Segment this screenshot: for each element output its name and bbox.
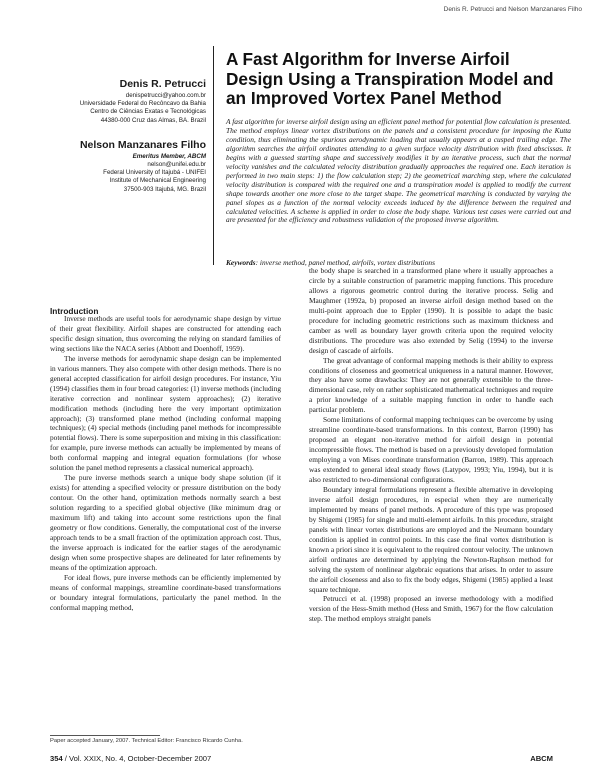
publisher-name: ABCM (530, 754, 553, 763)
author-department: Centro de Ciências Exatas e Tecnológicas (90, 108, 206, 116)
header-divider (213, 46, 214, 265)
author-name: Nelson Manzanares Filho (79, 138, 206, 151)
journal-issue: / Vol. XXIX, No. 4, October-December 2007 (62, 754, 212, 763)
author-role: Emeritus Member, ABCM (132, 152, 206, 160)
footnote: Paper accepted January, 2007. Technical Editor: Francisco Ricardo Cunha. (50, 738, 243, 744)
paragraph: the body shape is searched in a transformed plane where it usually approaches a circle by a suitable construction of parametric mapping functions. This procedure allows a rigorous geometric control during the iterative process. Selig and Maughmer (1992a, b) proposed an inverse airfoil design method based on the multi-point approach due to Eppler (1990). It is possible to adapt the basic procedure for including geometric restrictions such as maximum thickness and camber as well as boundary layer growth criteria upon the required velocity distributions. The procedure was also extended by Selig (1994) to the inverse design of cascade of airfoils. (309, 266, 553, 355)
paragraph: Boundary integral formulations represent a flexible alternative in developing inverse airfoil design procedures, in especial when they are numerically implemented by means of panel methods. A procedure of this type was proposed by Shigemi (1985) for single and multi-element airfoils. In this procedure, straight panels with linear vortex distributions are employed and the Neumann boundary condition is applied in control points. In this case the final vortex distribution is known a priori since it is equivalent to the required contour velocity. The unknown airfoil ordinates are determined by applying the Newton-Raphson method for solving the system of nonlinear algebraic equations that arises. In order to assure the airfoil closeness and also to fix the body edges, Shigemi (1985) applied a least square technique. (309, 484, 553, 594)
author-address: 37500-903 Itajubá, MG. Brazil (123, 185, 206, 193)
keywords-list: : inverse method, panel method, airfoils, vortex distributions (255, 258, 435, 267)
paragraph: Inverse methods are useful tools for aerodynamic shape design by virtue of their great flexibility. Airfoil shapes are constructed for attending each specific design situation, thus overcoming the relying on standard families of wing sections like the NACA series (Abbott and Doenhoff, 1959). (50, 314, 281, 353)
author-department: Institute of Mechanical Engineering (109, 177, 206, 185)
section-heading-introduction: Introduction (50, 306, 99, 316)
paper-title: A Fast Algorithm for Inverse Airfoil Design Using a Transpiration Model and an Improved Vortex Panel Method (226, 49, 554, 108)
author-1 (34, 78, 206, 125)
author-address: 44380-000 Cruz das Almas, BA. Brazil (100, 116, 206, 124)
author-affiliation: Federal University of Itajubá - UNIFEI (103, 169, 206, 177)
page-footer (50, 754, 211, 763)
author-affiliation: Universidade Federal do Recôncavo da Bahia (79, 100, 206, 108)
body-column-right (309, 266, 553, 624)
author-block (34, 78, 206, 202)
author-name: Denis R. Petrucci (119, 78, 206, 90)
author-2 (34, 139, 206, 194)
paragraph: The great advantage of conformal mapping methods is their ability to express conditions of closeness and geometrical uniqueness in a natural manner. However, they also have some drawbacks: They are not generally extensible to the three-dimensional case, rely on rather sophisticated mathematical techniques and require a prior knowledge of a suitable mapping function in order to handle each particular problem. (309, 355, 553, 415)
paragraph: The inverse methods for aerodynamic shape design can be implemented in various manners. They also compete with other design methods. There is no general accepted classification for airfoil design procedures. For instance, Yiu (1994) classifies them in four broad categories: (1) inverse methods (including iterative correction and nonlinear system approaches); (2) iterative modification methods (including here the very important optimization approach); (3) transformed plane method (including conformal mapping techniques); (4) special methods (including panel methods for incompressible potential flows). There is some superposition and mixing in this classification: for example, pure inverse methods can actually be implemented by means of both conformal mapping and integral equation formulations (for whose solution the panel method represents a classical numerical approach). (50, 353, 282, 473)
abstract: A fast algorithm for inverse airfoil design using an efficient panel method for potential flow calculation is presented. The method employs linear vortex distributions on the panels and a consistent procedure for imposing the Kutta condition, thus eliminating the spurious aerodynamic loading that usually appears at a cusped trailing edge. The algorithm searches the airfoil ordinates attending to a given surface velocity distribution with fixed abscissas. It begins with a guessed starting shape and successively modifies it by an iterative process, such that the normal velocity vanishes and the calculated velocity distribution gradually approaches the required one. Each iteration is performed in two main steps: 1) the flow calculation step; 2) the geometrical marching step, where the calculated velocity distribution is compared with the required one and a transpiration model is applied to modify the current shape towards another one more close to the target shape. The geometrical marching is conducted by varying the panel slopes as a function of the normal velocity exceeds induced by the difference between the required and calculated velocities. A scheme is applied in order to close the body shape. Various test cases were carried out and are presented for the efficiency and robustness validation of the proposed inverse algorithm. (226, 117, 571, 225)
paragraph: For ideal flows, pure inverse methods can be efficiently implemented by means of conformal mappings, streamline coordinate-based transformations or boundary integral formulations, particularly the panel method. In the conformal mapping method, (50, 572, 281, 612)
paragraph: Petrucci et al. (1998) proposed an inverse methodology with a modified version of the Hess-Smith method (Hess and Smith, 1967) for the flow calculation step. The method employs straight panels (309, 594, 553, 624)
paragraph: The pure inverse methods search a unique body shape solution (if it exists) for attending a specified velocity or pressure distribution on the body contour. On the other hand, optimization methods normally search a best solution regarding to a specified global objective (like minimum drag or maximum lift) and taking into account some restrictions upon the final geometry or flow conditions. Generally, the computational cost of the inverse approach tends to be a small fraction of the optimization approach cost. Thus, the inverse approach is indicated for the earlier stages of the aerodynamic design when some prospective shapes are delineated for later refinements by means of the optimization approach. (50, 473, 281, 572)
footnote-rule (50, 735, 160, 736)
author-email[interactable]: denispetrucci@yahoo.com.br (125, 92, 206, 99)
page-number: 354 (50, 754, 63, 763)
author-email[interactable]: nelson@unifei.edu.br (147, 161, 206, 169)
paragraph: Some limitations of conformal mapping techniques can be overcome by using streamline coordinate-based transformations. In this context, Barron (1990) has proposed an elegant non-iterative method for airfoil design in potential incompressible flows. The method is based on a previously developed formulation employing a von Mises coordinate transformation (Barron, 1989). This approach was extended to general ideal steady flows (Latypov, 1993; Yiu, 1994), but it is also restricted to two-dimensional configurations. (309, 415, 553, 485)
body-column-left (50, 314, 281, 613)
keywords-label: Keywords (226, 258, 256, 267)
running-header: Denis R. Petrucci and Nelson Manzanares Filho (443, 6, 582, 13)
